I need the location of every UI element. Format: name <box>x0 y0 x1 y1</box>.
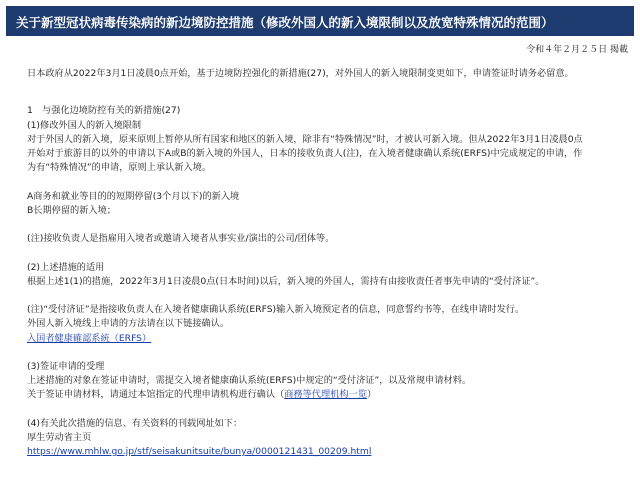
paragraph-1-line-1: 对于外国人的新入境，原来原则上暂停从所有国家和地区的新入境，除非有“特殊情况”时，才被认可新入境。但从2022年3月1日凌晨0点 <box>27 133 583 145</box>
publish-date: 令和４年２月２５日 揭載 <box>526 45 628 55</box>
item-b: B长期停留的新入境； <box>27 204 116 216</box>
paragraph-1-line-2: 开始对于旅游目的以外的申请以下A或B的新入境的外国人，日本的接收负责人(注)，在入境者健康确认系统(ERFS)中完成规定的申请，作 <box>27 148 583 159</box>
subsection-1-heading: (1)修改外国人的新入境限制 <box>27 119 142 131</box>
note-2-line-1: (注)“受付济证”是指接收负责人在入境者健康确认系统(ERFS)输入新入境预定者的信息，同意誓约书等，在线申请时发行。 <box>27 304 525 316</box>
item-a: A商务和就业等目的的短期停留(3个月以下)的新入境 <box>27 190 240 202</box>
erfs-link[interactable]: 入国者健康確認系統（ERFS） <box>27 332 152 344</box>
note-1: (注)接收负责人是指雇用入境者或邀请入境者从事实业/演出的公司/团体等。 <box>27 233 335 245</box>
paragraph-1-line-3: 为有“特殊情况”的申请，原则上承认新入境。 <box>27 162 212 174</box>
ministry-name: 厚生劳动省主页 <box>27 431 92 443</box>
subsection-3-heading: (3)签证申请的受理 <box>27 360 105 372</box>
subsection-4-heading: (4)有关此次措施的信息、有关资料的刊载网址如下： <box>27 417 243 429</box>
agency-list-link[interactable]: 商務等代理机构一览 <box>284 389 367 401</box>
mhlw-url-link[interactable]: https://www.mhlw.go.jp/stf/seisakunitsuite/bunya/0000121431_00209.html <box>27 446 372 458</box>
article-body <box>27 67 627 459</box>
paragraph-3-line-2-close: ） <box>366 389 377 401</box>
section-heading: 1 与强化边境防控有关的新措施(27) <box>27 105 181 117</box>
paragraph-2: 根据上述1(1)的措施，2022年3月1日凌晨0点(日本时间)以后，新入境的外国人，需持有由接收责任者事先申请的“受付济证”。 <box>27 275 545 287</box>
subsection-2-heading: (2)上述措施的适用 <box>27 261 105 273</box>
paragraph-3-line-1: 上述措施的对象在签证申请时，需提交入境者健康确认系统(ERFS)中规定的“受付济证”，以及常规申请材料。 <box>27 375 472 387</box>
paragraph-3-line-2 <box>27 388 627 402</box>
intro-text: 日本政府从2022年3月1日凌晨0点开始，基于边境防控强化的新措施(27)，对外国人的新入境限制变更如下，申请签证时请务必留意。 <box>27 68 574 79</box>
page-title: 关于新型冠状病毒传染病的新边境防控措施（修改外国人的新入境限制以及放宽特殊情况的范围） <box>6 6 634 36</box>
paragraph-3-line-2-text: 关于签证申请材料，请通过本馆指定的代理申请机构进行确认（ <box>27 389 285 401</box>
note-2-line-2: 外国人新入境线上申请的方法请在以下链接确认。 <box>27 318 230 330</box>
